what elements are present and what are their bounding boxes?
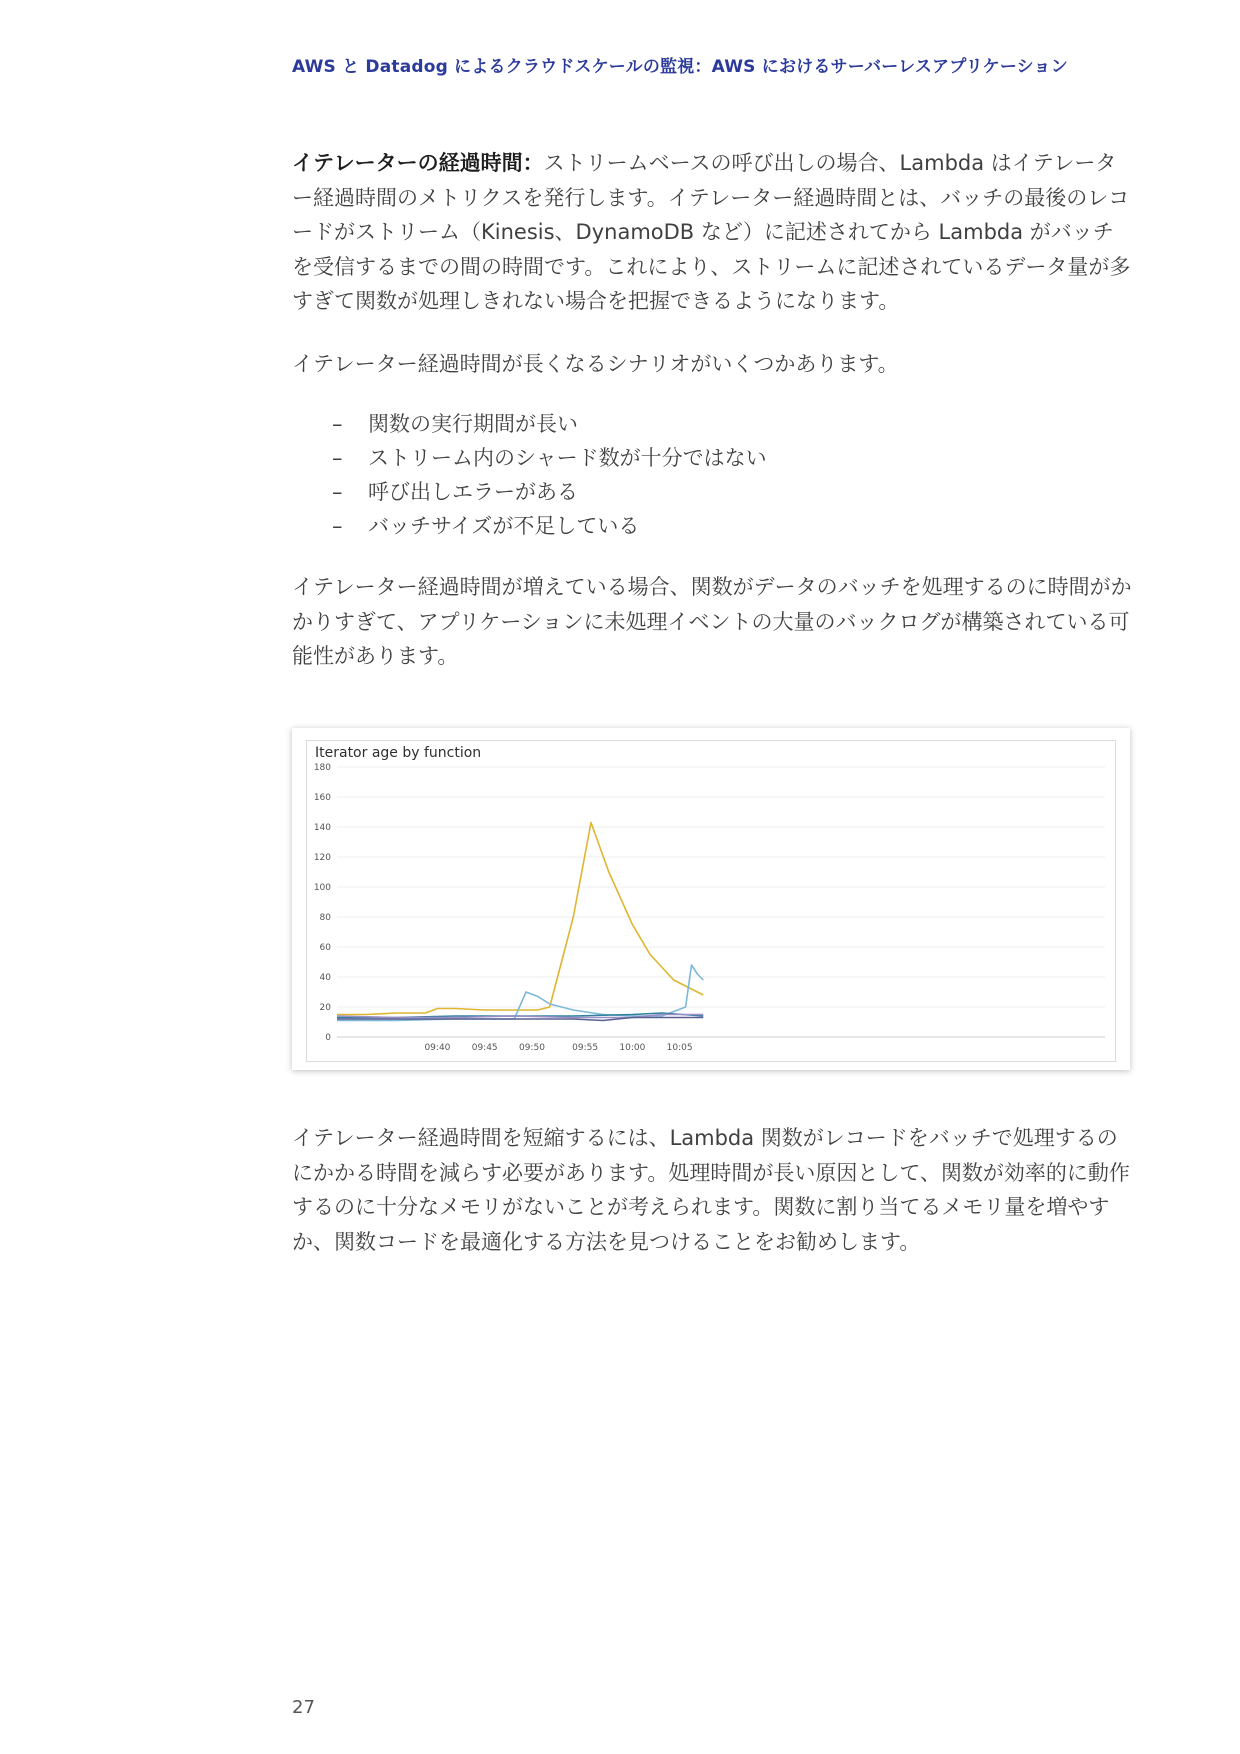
list-item: – 関数の実行期間が長い (332, 407, 1132, 441)
series-line-function-b (337, 965, 703, 1021)
y-tick-label: 140 (313, 823, 331, 833)
y-tick-label: 180 (313, 763, 331, 773)
y-tick-label: 160 (313, 793, 331, 803)
bullet-marker: – (332, 514, 343, 538)
x-tick-label: 09:45 (471, 1043, 498, 1053)
paragraph-iterator-age (292, 146, 1132, 319)
x-tick-label: 09:50 (518, 1043, 545, 1053)
list-item: – 呼び出しエラーがある (332, 475, 1132, 509)
bullet-marker: – (332, 412, 343, 436)
x-tick-label: 09:55 (572, 1043, 599, 1053)
chart-card (292, 728, 1130, 1070)
paragraph-scenarios: イテレーター経過時間が長くなるシナリオがいくつかあります。 (292, 351, 899, 376)
x-tick-label: 10:00 (619, 1043, 646, 1053)
paragraph-text: ストリームベースの呼び出しの場合、Lambda はイテレーター経過時間のメトリクスを発行します。イテレーター経過時間とは、バッチの最後のレコードがストリーム（Kinesis、DynamoDB など）に記述されてから Lambda がバッチを受信するまでの間の時間です。これにより、ストリームに記述されているデータ量が多すぎて関数が処理しきれない場合を把握できるようになります。 (292, 151, 1131, 313)
page-number: 27 (292, 1697, 315, 1718)
document-header: AWS と Datadog によるクラウドスケールの監視：AWS におけるサーバーレスアプリケーション (292, 57, 1068, 77)
scenario-list (292, 407, 1132, 543)
paragraph-reduce-age: イテレーター経過時間を短縮するには、Lambda 関数がレコードをバッチで処理するのにかかる時間を減らす必要があります。処理時間が長い原因として、関数が効率的に動作するのに十分なメモリがないことが考えられます。関数に割り当てるメモリ量を増やすか、関数コードを最適化する方法を見つけることをお勧めします。 (292, 1126, 1130, 1254)
y-tick-label: 60 (319, 943, 331, 953)
chart-panel (306, 740, 1116, 1062)
list-item: – バッチサイズが不足している (332, 509, 1132, 543)
y-tick-label: 80 (319, 913, 331, 923)
paragraph-term: イテレーターの経過時間： (292, 151, 544, 175)
bullet-marker: – (332, 480, 343, 504)
list-item: – ストリーム内のシャード数が十分ではない (332, 441, 1132, 475)
chart-title: Iterator age by function (315, 745, 482, 761)
body-content (292, 146, 1132, 674)
y-tick-label: 120 (313, 853, 331, 863)
y-tick-label: 40 (319, 973, 331, 983)
y-tick-label: 0 (325, 1033, 331, 1043)
paragraph-backlog: イテレーター経過時間が増えている場合、関数がデータのバッチを処理するのに時間がかかりすぎて、アプリケーションに未処理イベントの大量のバックログが構築されている可能性があります。 (292, 575, 1132, 668)
iterator-age-chart (307, 741, 1115, 1061)
y-tick-label: 20 (319, 1003, 331, 1013)
x-tick-label: 09:40 (424, 1043, 451, 1053)
bullet-marker: – (332, 446, 343, 470)
x-tick-label: 10:05 (666, 1043, 693, 1053)
y-tick-label: 100 (313, 883, 331, 893)
series-line-function-a (337, 823, 703, 1015)
